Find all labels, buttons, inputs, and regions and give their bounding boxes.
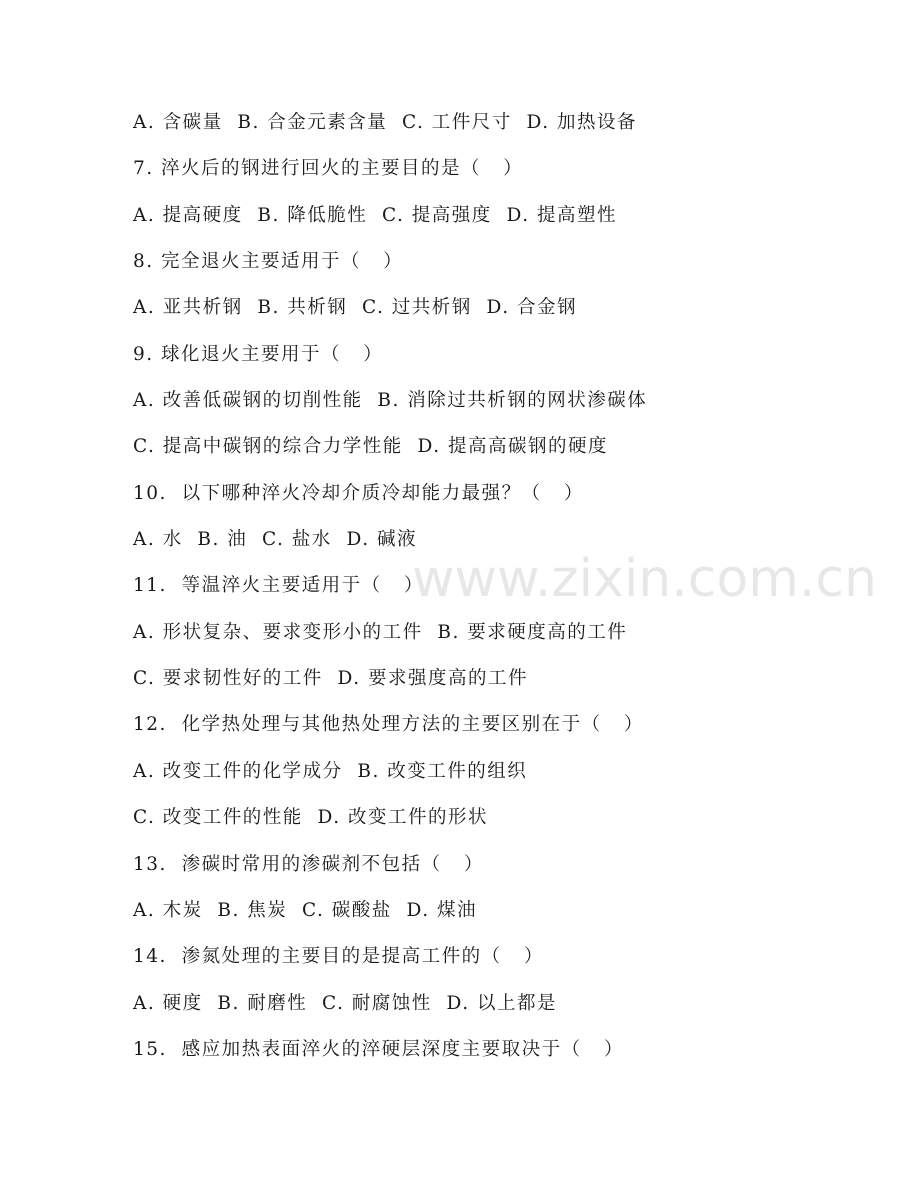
- question-line: 7. 淬火后的钢进行回火的主要目的是（ ）: [133, 158, 524, 180]
- option-line: A. 含碳量 B. 合金元素含量 C. 工件尺寸 D. 加热设备: [133, 112, 637, 133]
- option-line: C. 提高中碳钢的综合力学性能 D. 提高高碳钢的硬度: [133, 436, 608, 458]
- option-line: A. 水 B. 油 C. 盐水 D. 碱液: [133, 529, 417, 551]
- question-line: 11. 等温淬火主要适用于（ ）: [133, 575, 424, 597]
- option-line: A. 亚共析钢 B. 共析钢 C. 过共析钢 D. 合金钢: [133, 297, 577, 319]
- question-line: 8. 完全退火主要适用于（ ）: [133, 251, 404, 273]
- question-line: 9. 球化退火主要用于（ ）: [133, 343, 384, 365]
- option-line: A. 改变工件的化学成分 B. 改变工件的组织: [133, 760, 528, 782]
- option-line: C. 改变工件的性能 D. 改变工件的形状: [133, 807, 488, 829]
- option-line: C. 要求韧性好的工件 D. 要求强度高的工件: [133, 668, 528, 690]
- option-line: A. 形状复杂、要求变形小的工件 B. 要求硬度高的工件: [133, 621, 628, 643]
- option-line: A. 木炭 B. 焦炭 C. 碳酸盐 D. 煤油: [133, 899, 477, 921]
- question-line: 14. 渗氮处理的主要目的是提高工件的（ ）: [133, 946, 544, 968]
- option-line: A. 改善低碳钢的切削性能 B. 消除过共析钢的网状渗碳体: [133, 390, 648, 412]
- option-line: A. 提高硬度 B. 降低脆性 C. 提高强度 D. 提高塑性: [133, 204, 617, 226]
- option-line: A. 硬度 B. 耐磨性 C. 耐腐蚀性 D. 以上都是: [133, 992, 557, 1014]
- question-line: 15. 感应加热表面淬火的淬硬层深度主要取决于（ ）: [133, 1038, 624, 1060]
- question-line: 12. 化学热处理与其他热处理方法的主要区别在于（ ）: [133, 714, 644, 736]
- question-line: 13. 渗碳时常用的渗碳剂不包括（ ）: [133, 853, 484, 875]
- question-line: 10. 以下哪种淬火冷却介质冷却能力最强？（ ）: [133, 482, 584, 504]
- watermark: www.zixin.com.cn: [412, 549, 877, 609]
